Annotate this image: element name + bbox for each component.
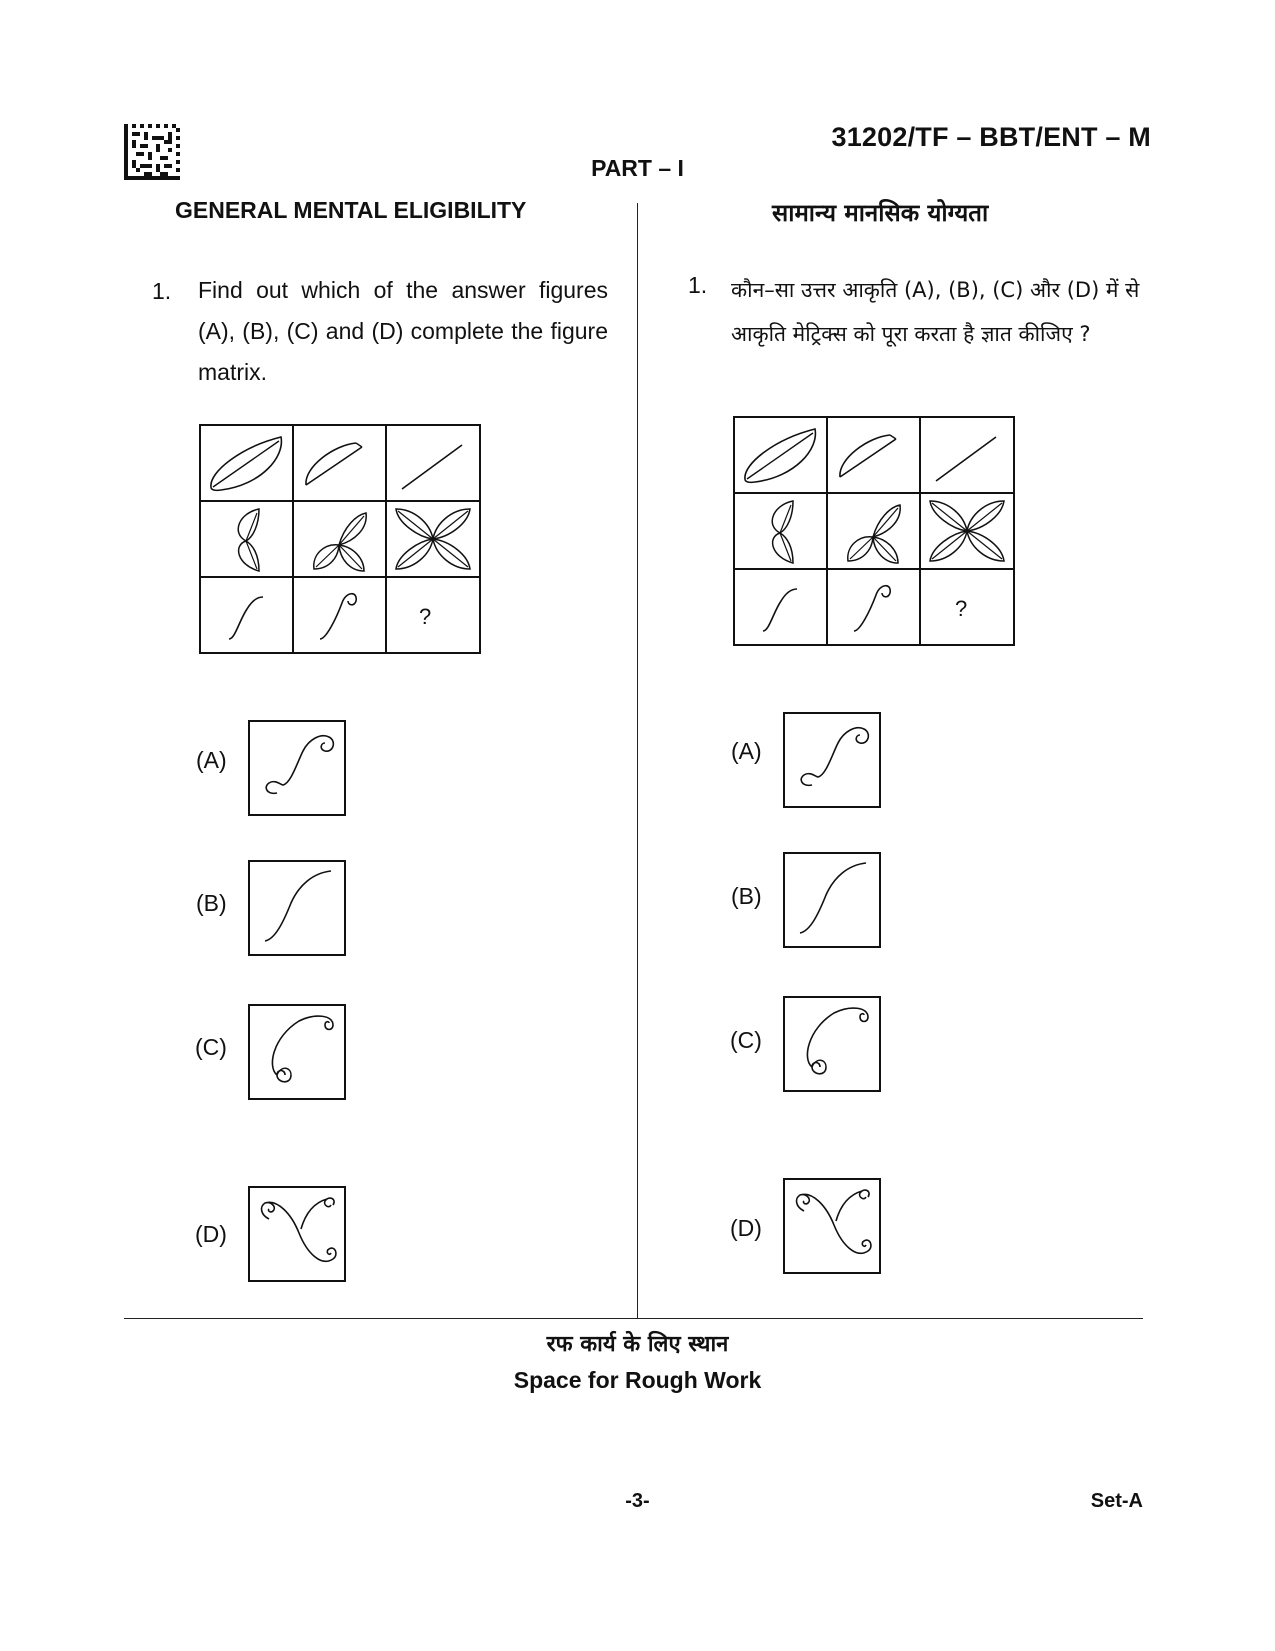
matrix-hook-curve-figure	[854, 586, 890, 631]
matrix-two-petal-figure	[238, 509, 259, 571]
matrix-leaf-half-figure	[840, 435, 896, 477]
matrix-four-petal-figure	[930, 501, 1004, 561]
matrix-line-figure	[936, 437, 996, 481]
option-figure-b-english[interactable]	[248, 860, 346, 961]
matrix-three-petal-figure	[314, 513, 366, 571]
matrix-leaf-full-figure	[211, 437, 282, 490]
rough-work-divider	[124, 1318, 1143, 1319]
option-figure-a-hindi[interactable]	[783, 712, 881, 813]
question-number-hindi: 1.	[688, 272, 708, 298]
option-label-c-english: (C)	[195, 1034, 227, 1060]
option-figure-b-hindi[interactable]	[783, 852, 881, 953]
matrix-missing-mark: ?	[419, 604, 432, 629]
figure-matrix-english	[199, 424, 481, 659]
rough-work-heading-hindi: रफ कार्य के लिए स्थान	[546, 1332, 729, 1357]
option-label-c-hindi: (C)	[730, 1027, 762, 1053]
option-figure-d-english[interactable]	[248, 1186, 346, 1287]
section-title-hindi: सामान्य मानसिक योग्यता	[772, 199, 989, 227]
question-text-english: Find out which of the answer figures (A), (B), (C) and (D) complete the figure matrix.	[198, 277, 608, 385]
set-label: Set-A	[1090, 1490, 1143, 1512]
part-heading: PART – I	[591, 155, 684, 181]
matrix-line-figure	[402, 445, 462, 489]
option-figure-c-hindi[interactable]	[783, 996, 881, 1097]
matrix-curve-figure	[763, 589, 797, 631]
rough-work-heading-english: Space for Rough Work	[513, 1367, 762, 1393]
matrix-hook-curve-figure	[320, 594, 356, 639]
matrix-four-petal-figure	[396, 509, 470, 569]
question-text-hindi: कौन–सा उत्तर आकृति (A), (B), (C) और (D) में से आकृति मेट्रिक्स को पूरा करता है ज्ञात कीजिए ?	[731, 278, 1140, 346]
option-label-b-hindi: (B)	[731, 883, 762, 909]
option-figure-c-english[interactable]	[248, 1004, 346, 1105]
option-label-a-hindi: (A)	[731, 738, 762, 764]
paper-code: 31202/TF – BBT/ENT – M	[831, 122, 1151, 152]
matrix-three-petal-figure	[848, 505, 900, 563]
matrix-two-petal-figure	[772, 501, 793, 563]
option-figure-a-english[interactable]	[248, 720, 346, 821]
column-divider	[637, 203, 638, 1318]
option-label-a-english: (A)	[196, 747, 227, 773]
option-label-d-english: (D)	[195, 1221, 227, 1247]
question-number-english: 1.	[152, 278, 172, 304]
matrix-missing-mark: ?	[955, 596, 968, 621]
page-number: -3-	[625, 1490, 650, 1512]
option-label-d-hindi: (D)	[730, 1215, 762, 1241]
matrix-leaf-full-figure	[745, 429, 816, 482]
matrix-curve-figure	[229, 597, 263, 639]
figure-matrix-hindi	[733, 416, 1015, 651]
matrix-leaf-half-figure	[306, 443, 362, 485]
section-title-english: GENERAL MENTAL ELIGIBILITY	[175, 197, 527, 223]
option-label-b-english: (B)	[196, 890, 227, 916]
option-figure-d-hindi[interactable]	[783, 1178, 881, 1279]
